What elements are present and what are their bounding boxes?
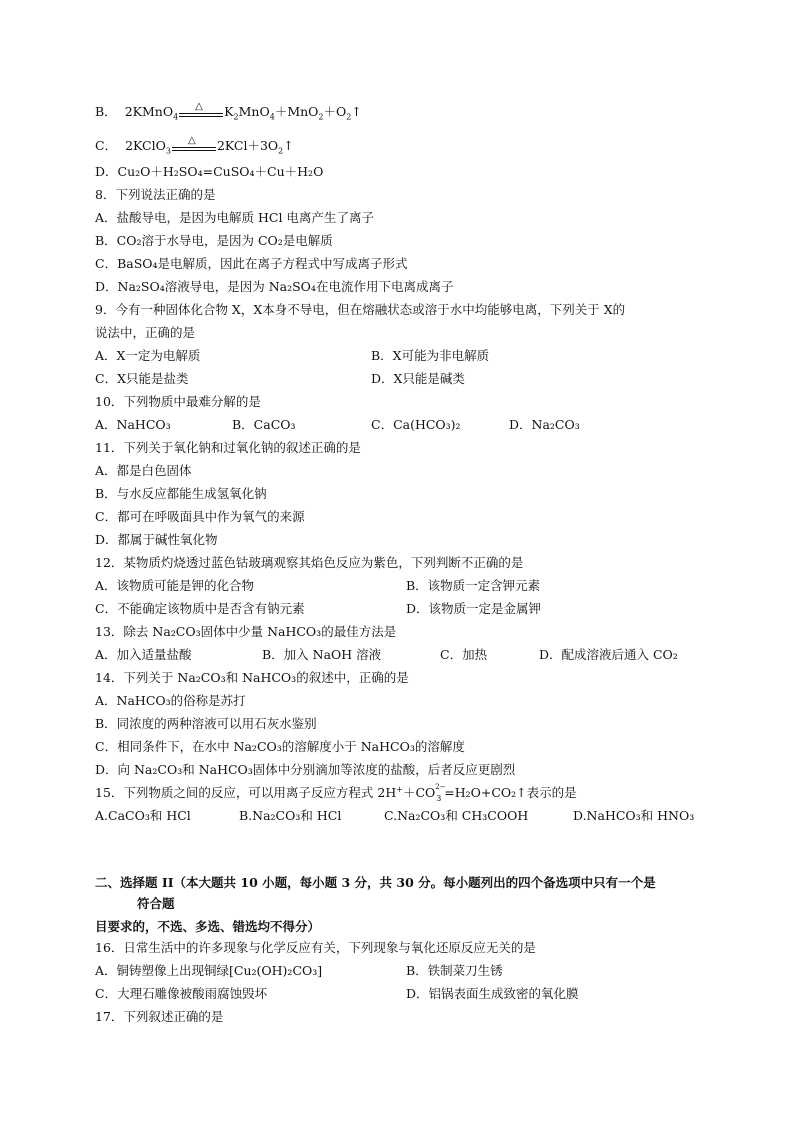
gas-arrow: ↑ bbox=[351, 104, 362, 119]
q7-b-product-a: K bbox=[224, 104, 234, 119]
q8-stem: 8．下列说法正确的是 bbox=[95, 187, 216, 202]
heat-equals-sign bbox=[171, 135, 217, 154]
q16-stem: 16．日常生活中的许多现象与化学反应有关，下列现象与氧化还原反应无关的是 bbox=[95, 940, 536, 955]
q11-option-c: C．都可在呼吸面具中作为氧气的来源 bbox=[95, 509, 305, 524]
q9-stem-line1: 9．今有一种固体化合物 X，X本身不导电，但在熔融状态或溶于水中均能够电离，下列关于 X的 bbox=[95, 302, 626, 317]
q8-option-a: A．盐酸导电，是因为电解质 HCl 电离产生了离子 bbox=[95, 210, 374, 225]
q13-option-c: C．加热 bbox=[440, 647, 488, 662]
q13-stem: 13．除去 Na₂CO₃固体中少量 NaHCO₃的最佳方法是 bbox=[95, 624, 397, 639]
q10-stem: 10．下列物质中最难分解的是 bbox=[95, 394, 261, 409]
q7-option-b: B． 2KMnO$_4$ △ $K_2MnO_4+MnO_2+O_2↑$ bbox=[95, 101, 362, 122]
q7-b-label: B． bbox=[95, 104, 117, 119]
q15-option-c: C.Na₂CO₃和 CH₃COOH bbox=[384, 808, 529, 823]
q13-option-d: D．配成溶液后通入 CO₂ bbox=[539, 647, 678, 662]
q16-option-c: C．大理石雕像被酸雨腐蚀毁坏 bbox=[95, 986, 268, 1001]
section-heading-line2: 符合题 bbox=[137, 896, 175, 911]
q14-option-d: D．向 Na₂CO₃和 NaHCO₃固体中分别滴加等浓度的盐酸，后者反应更剧烈 bbox=[95, 762, 516, 777]
q16-option-a: A．铜铸塑像上出现铜绿[Cu₂(OH)₂CO₃] bbox=[95, 963, 323, 978]
q9-option-c: C．X只能是盐类 bbox=[95, 371, 189, 386]
q10-option-b: B．CaCO₃ bbox=[232, 417, 296, 432]
q17-stem: 17．下列叙述正确的是 bbox=[95, 1009, 224, 1024]
q11-option-d: D．都属于碱性氧化物 bbox=[95, 532, 218, 547]
q12-option-d: D．该物质一定是金属钾 bbox=[406, 601, 542, 616]
q8-option-b: B．CO₂溶于水导电，是因为 CO₂是电解质 bbox=[95, 233, 333, 248]
heat-triangle-icon: △ bbox=[187, 135, 196, 146]
q7-b-reactant: 2KMnO bbox=[124, 104, 174, 119]
q14-option-c: C．相同条件下，在水中 Na₂CO₃的溶解度小于 NaHCO₃的溶解度 bbox=[95, 739, 465, 754]
heat-equals-sign bbox=[178, 101, 224, 120]
q9-option-d: D．X只能是碱类 bbox=[371, 371, 465, 386]
q10-option-d: D．Na₂CO₃ bbox=[509, 417, 580, 432]
q8-option-d: D．Na₂SO₄溶液导电，是因为 Na₂SO₄在电流作用下电离成离子 bbox=[95, 279, 454, 294]
q15-option-b: B.Na₂CO₃和 HCl bbox=[239, 808, 342, 823]
q15-stem: 15．下列物质之间的反应，可以用离子反应方程式 2H+＋CO 2− 3 =H₂O+CO₂↑表示的是 bbox=[95, 783, 577, 803]
section-heading-line3: 目要求的，不选、多选、错选均不得分） bbox=[95, 919, 321, 934]
q14-option-b: B．同浓度的两种溶液可以用石灰水鉴别 bbox=[95, 716, 317, 731]
q9-stem-line2: 说法中，正确的是 bbox=[95, 325, 196, 340]
q11-option-a: A．都是白色固体 bbox=[95, 463, 192, 478]
q11-stem: 11．下列关于氧化钠和过氧化钠的叙述正确的是 bbox=[95, 440, 361, 455]
q11-option-b: B．与水反应都能生成氢氧化钠 bbox=[95, 486, 267, 501]
q15-option-a: A.CaCO₃和 HCl bbox=[95, 808, 191, 823]
q12-option-b: B．该物质一定含钾元素 bbox=[406, 578, 541, 593]
q15-option-d: D.NaHCO₃和 HNO₃ bbox=[573, 808, 695, 823]
q10-option-a: A．NaHCO₃ bbox=[95, 417, 171, 432]
gas-arrow: ↑ bbox=[283, 138, 294, 153]
heat-triangle-icon: △ bbox=[195, 101, 203, 112]
q10-option-c: C．Ca(HCO₃)₂ bbox=[371, 417, 461, 432]
section-heading-line1: 二、选择题 II（本大题共 10 小题，每小题 3 分，共 30 分。每小题列出的四个备选项中只有一个是 bbox=[95, 875, 656, 890]
q12-option-a: A．该物质可能是钾的化合物 bbox=[95, 578, 255, 593]
q9-option-a: A．X一定为电解质 bbox=[95, 348, 201, 363]
q14-option-a: A．NaHCO₃的俗称是苏打 bbox=[95, 693, 246, 708]
q7-option-d: D．Cu₂O＋H₂SO₄=CuSO₄＋Cu＋H₂O bbox=[95, 164, 324, 179]
q12-stem: 12．某物质灼烧透过蓝色钴玻璃观察其焰色反应为紫色，下列判断不正确的是 bbox=[95, 555, 524, 570]
q7-b-reactant-sub: 4 bbox=[173, 112, 179, 122]
q14-stem: 14．下列关于 Na₂CO₃和 NaHCO₃的叙述中，正确的是 bbox=[95, 670, 409, 685]
q7-option-c: C． 2KClO$_3$ △ $2KCl+3O_2↑$ bbox=[95, 135, 294, 156]
q16-option-b: B．铁制菜刀生锈 bbox=[406, 963, 503, 978]
q8-option-c: C．BaSO₄是电解质，因此在离子方程式中写成离子形式 bbox=[95, 256, 408, 271]
q9-option-b: B．X可能为非电解质 bbox=[371, 348, 490, 363]
q12-option-c: C．不能确定该物质中是否含有钠元素 bbox=[95, 601, 305, 616]
q7-c-label: C． bbox=[95, 138, 118, 153]
q13-option-a: A．加入适量盐酸 bbox=[95, 647, 192, 662]
q16-option-d: D．铝锅表面生成致密的氧化膜 bbox=[406, 986, 579, 1001]
q13-option-b: B．加入 NaOH 溶液 bbox=[262, 647, 382, 662]
